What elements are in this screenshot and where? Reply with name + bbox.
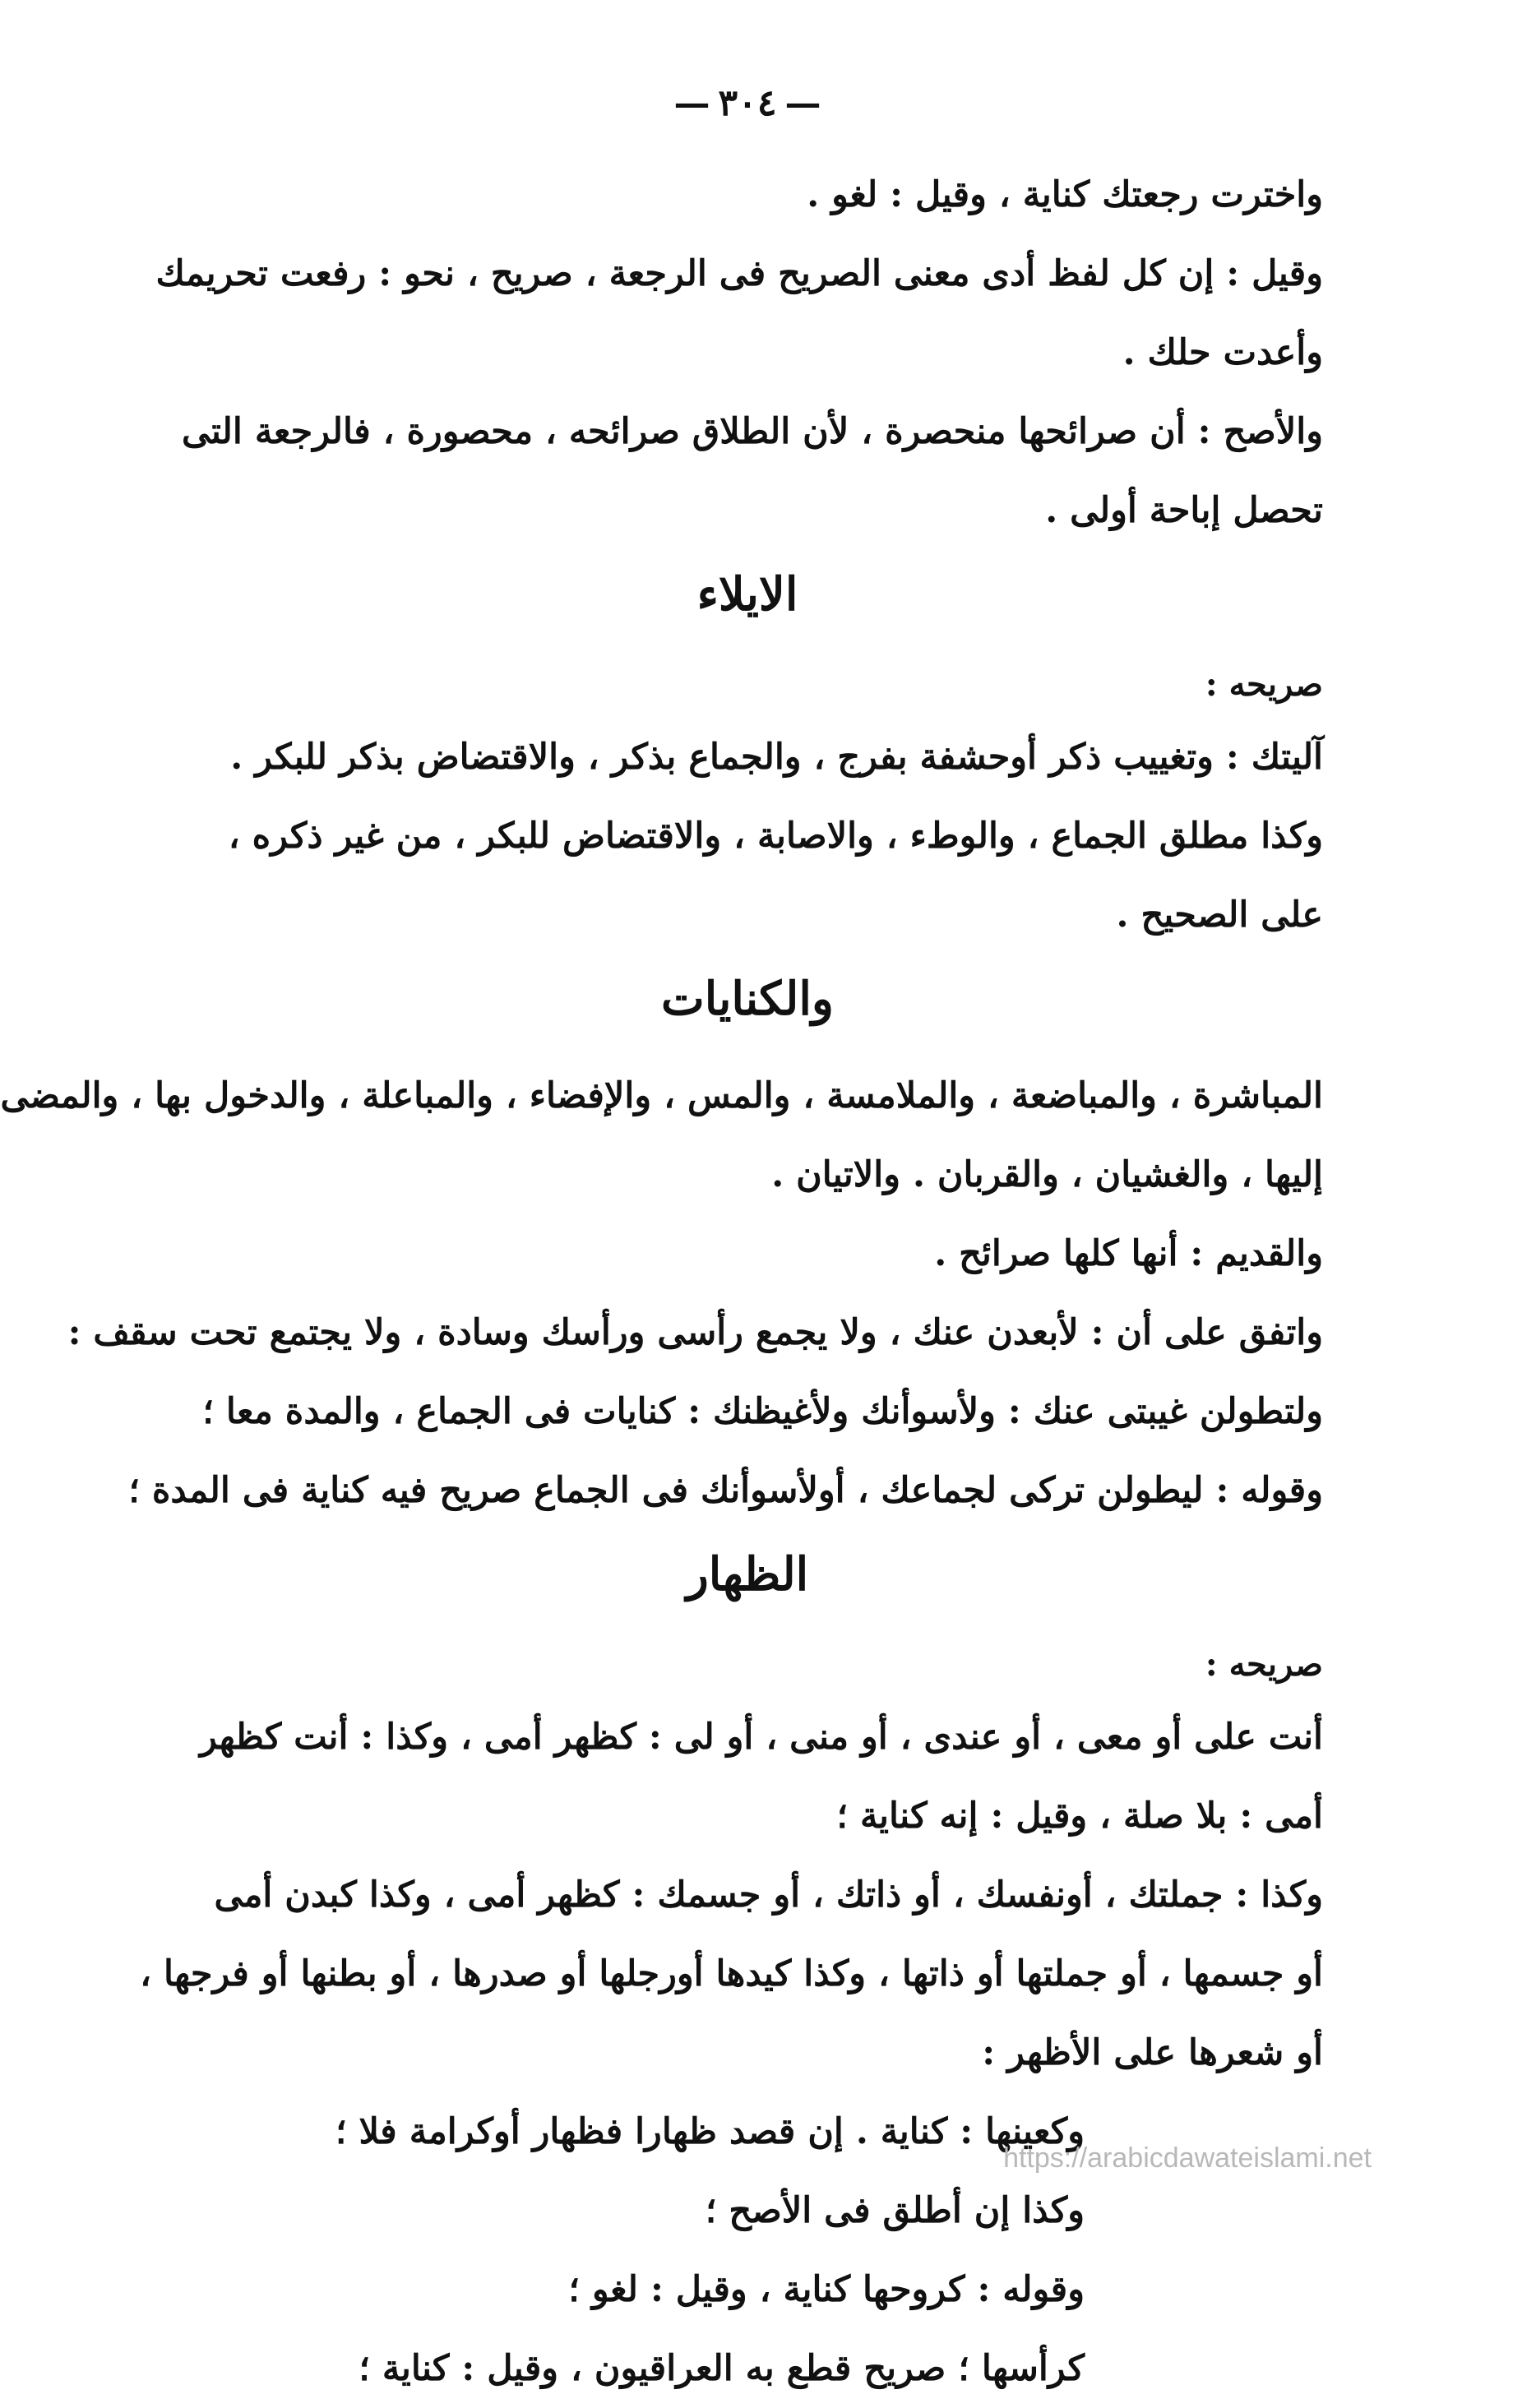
book-page	[0, 82, 1323, 2389]
text-line: وكذا : جملتك ، أونفسك ، أو ذاتك ، أو جسمك : كظهر أمى ، وكذا كبدن أمى	[214, 1874, 1323, 1916]
section-heading-ila: الايلاء	[696, 567, 798, 622]
ila-section	[172, 652, 1323, 954]
text-line: والأصح : أن صرائحها منحصرة ، لأن الطلاق صرائحه ، محصورة ، فالرجعة التى	[181, 411, 1323, 452]
text-line: أو شعرها على الأظهر :	[982, 2032, 1323, 2073]
text-line: وكعينها : كناية . إن قصد ظهارا فظهار أوكرامة فلا ؛	[335, 2111, 1085, 2152]
text-line: آليتك : وتغييب ذكر أوحشفة بفرج ، والجماع بذكر ، والاقتضاض بذكر للبكر .	[230, 737, 1323, 778]
text-line: وأعدت حلك .	[1122, 332, 1323, 373]
kinayat-section	[0, 1056, 1323, 1530]
text-line: واخترت رجعتك كناية ، وقيل : لغو .	[807, 174, 1323, 215]
zihar-section	[140, 1632, 1323, 2408]
text-line: أنت على أو معى ، أو عندى ، أو منى ، أو لى : كظهر أمى ، وكذا : أنت كظهر	[200, 1717, 1323, 1758]
section-label: صريحه :	[1205, 1645, 1323, 1684]
text-line: وقيل : إن كل لفظ أدى معنى الصريح فى الرجعة ، صريح ، نحو : رفعت تحريمك	[155, 253, 1323, 294]
text-line: تحصل إباحة أولى .	[1045, 490, 1323, 531]
section-heading-kinayat: والكنايات	[661, 972, 834, 1026]
section-heading-zihar: الظهار	[686, 1547, 809, 1601]
text-line: أمى : بلا صلة ، وقيل : إنه كناية ؛	[836, 1796, 1323, 1837]
page-number: — ٣٠٤ —	[172, 82, 1323, 124]
text-line: والقديم : أنها كلها صرائح .	[934, 1233, 1323, 1274]
text-line: المباشرة ، والمباضعة ، والملامسة ، والمس ، والإفضاء ، والمباعلة ، والدخول بها ، والمضى	[0, 1075, 1323, 1116]
text-line: ولتطولن غيبتى عنك : ولأسوأنك ولأغيظنك : كنايات فى الجماع ، والمدة معا ؛	[202, 1391, 1323, 1432]
section-label: صريحه :	[1205, 665, 1323, 704]
text-line: واتفق على أن : لأبعدن عنك ، ولا يجمع رأسى ورأسك وسادة ، ولا يجتمع تحت سقف :	[67, 1312, 1323, 1353]
text-line: وكذا إن أطلق فى الأصح ؛	[705, 2190, 1085, 2231]
intro-section	[155, 155, 1323, 550]
text-line: على الصحيح .	[1116, 894, 1323, 936]
text-line: وكذا مطلق الجماع ، والوطء ، والاصابة ، والاقتضاض للبكر ، من غير ذكره ،	[228, 816, 1323, 857]
text-line: أو جسمها ، أو جملتها أو ذاتها ، وكذا كيدها أورجلها أو صدرها ، أو بطنها أو فرجها ،	[140, 1953, 1323, 1994]
text-line: كرأسها ؛ صريح قطع به العراقيون ، وقيل : كناية ؛	[359, 2348, 1085, 2389]
text-line: وقوله : ليطولن تركى لجماعك ، أولأسوأنك فى الجماع صريح فيه كناية فى المدة ؛	[128, 1470, 1323, 1511]
text-line: إليها ، والغشيان ، والقربان . والاتيان .	[771, 1154, 1323, 1195]
watermark: https://arabicdawateislami.net	[1003, 2142, 1372, 2174]
text-line: وقوله : كروحها كناية ، وقيل : لغو ؛	[568, 2269, 1085, 2310]
